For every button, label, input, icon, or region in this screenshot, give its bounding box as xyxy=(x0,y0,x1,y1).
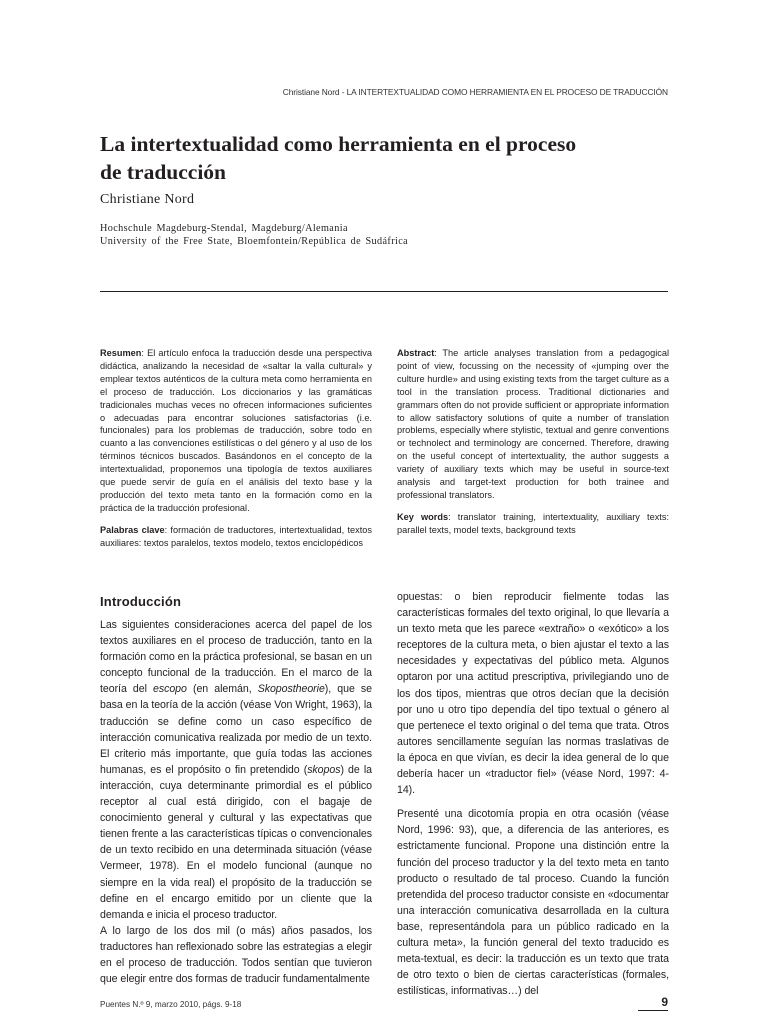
page-number: 9 xyxy=(661,995,668,1009)
intro-paragraph-2: A lo largo de los dos mil (o más) años pasados, los traductores han reflexionado sobre las estrategias a elegir en el proceso de traducción. Todos sentían que tuvieron que elegir entre dos formas de traducir fundamentalmente xyxy=(100,924,372,986)
palabras-clave-text: : formación de traductores, intertextualidad, textos auxiliares: textos paralelos, textos modelo, textos enciclopédicos xyxy=(100,524,373,548)
abstract-paragraph xyxy=(397,347,669,502)
title-line-2: de traducción xyxy=(100,160,227,184)
intro-paragraph-1: Las siguientes consideraciones acerca del papel de los textos auxiliares en el proceso de traducción, tanto en la formación como en la práctica profesional, se basan en un concepto funcional de la traducción. En el marco de la teoría del escopo (en alemán, Skopostheorie), que se basa en la teoría de la acción (véase Von Wright, 1963), la traducción se define como un caso específico de interacción comunicativa realizada por medio de un texto. El criterio más importante, que guía todas las acciones humanas, es el propósito o fin pretendido (skopos) de la interacción, cuya determinante primordial es el público receptor al cual está dirigido, con el bagaje de conocimiento general y cultural y las expectativas que tienen frente a las características típicas o convencionales de un texto recibido en una determinada situación (véase Vermeer, 1978). En el modelo funcional (aunque no siempre en la vida real) el propósito de la traducción se define en el encargo emitido por un cliente que la demanda e inicia el proceso traductor. xyxy=(100,619,372,921)
affiliation-1: Hochschule Magdeburg-Stendal, Magdeburg/Alemania xyxy=(100,223,348,234)
palabras-clave-label: Palabras clave xyxy=(100,524,165,535)
intro-paragraph-3: Presenté una dicotomía propia en otra ocasión (véase Nord, 1996: 93), que, a diferencia de las anteriores, es estrictamente funcional. Propone una distinción entre la función del proceso traductor y la del texto meta en tanto producto o resultado de tal proceso. Cuando la función pretendida del proceso traductor consiste en «documentar una interacción comunicativa desarrollada en la cultura base, representándola para un público radicado en la cultura meta», la función general del texto traducido es meta-textual, es decir: la traducción es un texto que trata de otro texto o bien de ciertas características (formales, estilísticas, informativas…) del xyxy=(397,808,669,998)
author-name: Christiane Nord xyxy=(100,192,195,207)
resumen-column xyxy=(100,347,372,559)
header-rule xyxy=(100,291,668,292)
abstract-label: Abstract xyxy=(397,348,435,358)
key-words-label: Key words xyxy=(397,511,449,522)
resumen-paragraph xyxy=(100,347,372,515)
abstract-column xyxy=(397,347,669,546)
section-title-introduccion: Introducción xyxy=(100,594,182,609)
resumen-text: : El artículo enfoca la traducción desde una perspectiva didáctica, analizando la necesidad de «saltar la valla cultural» y emplear textos auténticos de la cultura meta como herramienta en el proceso de traducción. Los diccionarios y las gramáticas tradicionales muchas veces no ofrecen informaciones suficientes o adecuadas para encontrar soluciones satisfactorias (i.e. funcionales) para los problemas de traducción, sobre todo en cuanto a las convenciones estilísticas o del género y al uso de los términos técnicos buscados. Basándonos en el concepto de la intertextualidad, proponemos una tipología de textos auxiliares que puede servir de guía en el análisis del texto base y la producción del texto meta tanto en la formación como en la práctica de la traducción profesional. xyxy=(100,348,372,513)
key-words-text: : translator training, intertextuality, auxiliary texts: parallel texts, model texts, background texts xyxy=(397,511,669,535)
body-column-left xyxy=(100,617,372,987)
title-line-1: La intertextualidad como herramienta en el proceso xyxy=(100,132,577,156)
abstract-text: : The article analyses translation from a pedagogical point of view, focussing on the necessity of «jumping over the culture hurdle» and using existing texts from the target culture as a tool in the translation process. Traditional dictionaries and grammars often do not provide sufficient or appropriate information to allow satisfactory solutions of quite a number of translation problems, especially where stylistic, textual and genre conventions or technolect and terminology are concerned. Therefore, drawing on the useful concept of intertextuality, the author suggests a variety of auxiliary texts which may be useful in source-text analysis and target-text production for both trainee and professional translators. xyxy=(397,348,669,500)
resumen-label: Resumen xyxy=(100,348,142,358)
page-number-rule xyxy=(638,1010,668,1011)
body-column-right xyxy=(397,589,669,999)
running-head: Christiane Nord - LA INTERTEXTUALIDAD COMO HERRAMIENTA EN EL PROCESO DE TRADUCCIÓN xyxy=(282,87,668,97)
article-title xyxy=(100,130,670,186)
affiliation-2: University of the Free State, Bloemfontein/República de Sudáfrica xyxy=(100,236,409,247)
journal-footer: Puentes N.º 9, marzo 2010, págs. 9-18 xyxy=(100,1000,242,1009)
palabras-clave-paragraph xyxy=(100,524,372,550)
key-words-paragraph xyxy=(397,511,669,537)
intro-paragraph-2-continued: opuestas: o bien reproducir fielmente todas las características formales del texto original, lo que llevaría a un texto meta que les parece «extraño» o «exótico» a los receptores de la cultura meta, o bien ajustar el texto a las necesidades y expectativas del público meta. Algunos optaron por una actitud prescriptiva, privilegiando uno de los dos tipos, mientras que otros decían que la decisión por uno u otro tipo dependía del tipo textual o género al que pertenece el texto original o del tema que trata. Otros autores sencillamente seguían las normas traslativas de la época en que vivían, es decir la idea general de lo que debería hacer un «traductor fiel» (véase Nord, 1997: 4-14). xyxy=(397,591,669,797)
